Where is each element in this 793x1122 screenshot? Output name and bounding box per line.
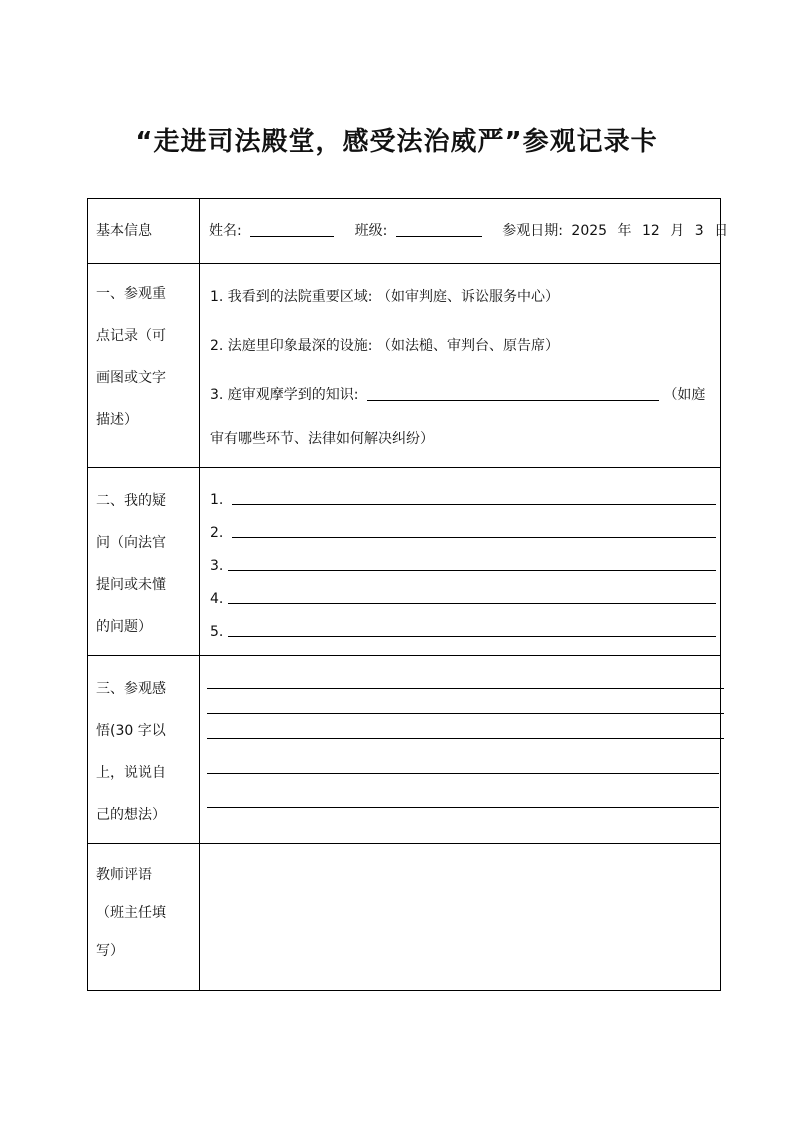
class-label: 班级: [354,223,388,239]
question-blank[interactable] [228,591,716,604]
question-number: 1. [210,492,224,508]
questions-label [88,468,200,656]
focus-item-1: 1. 我看到的法院重要区域: （如审判庭、诉讼服务中心） [210,289,559,305]
focus-item-3-continuation: 审有哪些环节、法律如何解决纠纷） [210,431,434,447]
teacher-comment-label-line: 写） [96,943,124,959]
question-number: 2. [210,525,224,541]
feelings-label-line: 上，说说自 [96,765,166,781]
basic-info-label [88,199,200,264]
questions-label-line: 二、我的疑 [96,493,166,509]
question-line[interactable] [210,550,720,583]
row-feelings [88,656,721,844]
question-line[interactable] [210,583,720,616]
question-blank[interactable] [228,624,716,637]
teacher-comment-label-line: （班主任填 [96,905,166,921]
feelings-label-line: 三、参观感 [96,681,166,697]
feelings-write-line[interactable] [207,714,724,739]
questions-label-line: 问（向法官 [96,535,166,551]
visit-focus-label [88,264,200,468]
question-blank[interactable] [228,558,716,571]
name-field[interactable] [250,222,334,237]
date-year: 2025 [571,223,608,239]
feelings-label [88,656,200,844]
question-blank[interactable] [232,525,716,538]
question-number: 5. [210,624,224,640]
question-number: 4. [210,591,224,607]
row-visit-focus [88,264,721,468]
date-label: 参观日期: [502,223,563,239]
focus-item-3 [200,371,720,420]
visit-focus-content[interactable] [200,264,721,468]
feelings-write-line[interactable] [207,774,719,808]
question-line[interactable] [210,484,720,517]
row-questions [88,468,721,656]
focus-item-3-suffix: （如庭 [663,387,706,403]
feelings-label-line: 己的想法） [96,807,166,823]
teacher-comment-label [88,844,200,991]
name-label: 姓名: [209,223,242,239]
visit-focus-label-line: 画图或文字 [96,370,166,386]
record-card-table [87,198,729,991]
question-blank[interactable] [232,492,716,505]
questions-label-line: 提问或未懂 [96,577,166,593]
focus-item-3-prefix: 3. 庭审观摩学到的知识: [210,387,359,403]
focus-item-3-blank[interactable] [367,386,659,401]
class-field[interactable] [396,222,482,237]
feelings-label-line: 悟(30 字以 [96,723,166,739]
date-year-unit: 年 [617,223,632,239]
question-line[interactable] [210,517,720,550]
teacher-comment-field[interactable] [200,844,721,991]
visit-focus-label-line: 点记录（可 [96,328,166,344]
visit-focus-label-line: 一、参观重 [96,286,166,302]
date-month: 12 [641,223,660,239]
question-line[interactable] [210,616,720,649]
questions-content [200,468,721,656]
basic-info-label-text: 基本信息 [96,223,152,239]
row-teacher-comment [88,844,721,991]
row-basic-info [88,199,721,264]
questions-label-line: 的问题） [96,619,152,635]
feelings-write-line[interactable] [207,739,719,774]
basic-info-content [200,199,729,264]
visit-focus-label-line: 描述） [96,412,138,428]
focus-item-2: 2. 法庭里印象最深的设施: （如法槌、审判台、原告席） [210,338,559,354]
teacher-comment-label-line: 教师评语 [96,867,152,883]
date-day-unit: 日 [714,223,729,239]
question-number: 3. [210,558,224,574]
feelings-write-line[interactable] [207,664,724,689]
page-title: “走进司法殿堂，感受法治威严”参观记录卡 [135,127,658,157]
date-month-unit: 月 [670,223,685,239]
feelings-content[interactable] [200,656,721,844]
date-day: 3 [694,223,704,239]
feelings-write-line[interactable] [207,689,724,714]
